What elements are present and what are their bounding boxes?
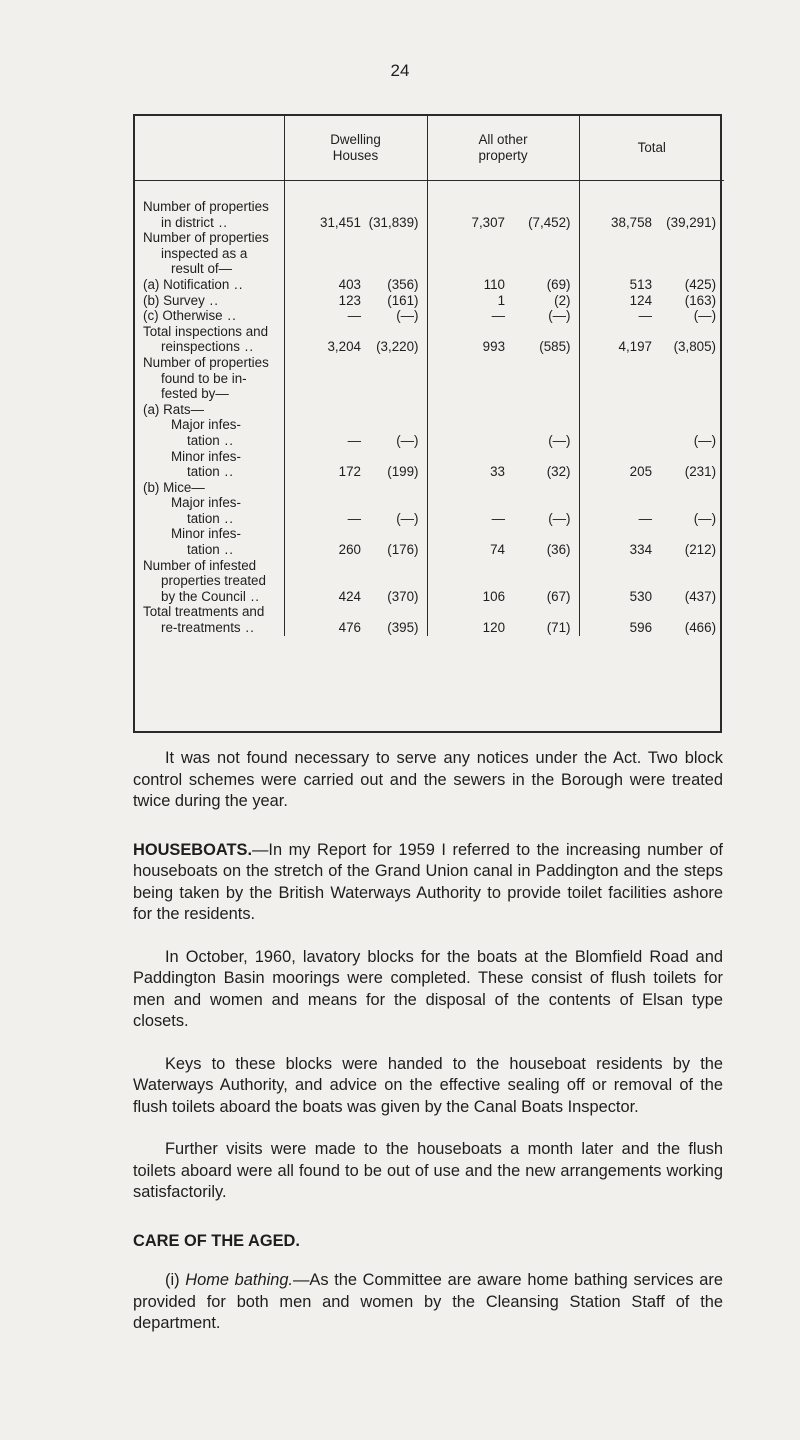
row-label: Minor infes- tation .. (171, 448, 241, 480)
cell-other: 110 (427, 277, 509, 293)
cell-total: 124 (579, 293, 656, 309)
table-row-treated-by-council (135, 558, 724, 605)
cell-dwelling-prev: (370) (387, 588, 419, 604)
cell-dwelling: 424 (284, 558, 365, 605)
cell-other-prev: (7,452) (528, 214, 571, 230)
cell-dwelling-prev: (199) (387, 464, 419, 480)
table-row-total-treatments (135, 604, 724, 635)
header-dwelling-houses: Dwelling Houses (284, 116, 427, 181)
cell-other: 7,307 (427, 199, 509, 230)
cell-total: — (579, 495, 656, 526)
table-row-found-infested (135, 355, 724, 402)
cell-other-prev: (—) (548, 510, 571, 526)
cell-total-prev: (437) (684, 588, 717, 604)
cell-other: — (427, 308, 509, 324)
cell-total: — (579, 308, 656, 324)
table-row-rats (135, 402, 724, 418)
infestation-table (135, 116, 724, 636)
body-text (133, 748, 723, 1335)
cell-total-prev: (231) (684, 464, 717, 480)
cell-dwelling-prev: (161) (387, 292, 419, 308)
paragraph-home-bathing: (i) Home bathing.—As the Committee are aware home bathing services are provided for both men and women by the Cleansing Station Staff of the department. (133, 1271, 723, 1332)
cell-total-prev: (3,805) (673, 339, 717, 355)
paragraph-keys: Keys to these blocks were handed to the houseboat residents by the Waterways Authority, and advice on the effective sealing off or removal of the flush toilets aboard the boats was given by the Canal Boats Inspector. (133, 1054, 723, 1116)
cell-dwelling: — (284, 308, 365, 324)
paragraph-notices: It was not found necessary to serve any notices under the Act. Two block control schemes were carried out and the sewers in the Borough were treated twice during the year. (133, 749, 723, 810)
table-row-survey (135, 293, 724, 309)
cell-other-prev: (32) (546, 464, 571, 480)
cell-total-prev: (466) (684, 620, 717, 636)
cell-dwelling-prev: (356) (387, 276, 419, 292)
rodent-control-table (133, 114, 722, 733)
cell-dwelling-prev: (—) (396, 308, 419, 324)
paragraph-houseboats: HOUSEBOATS.—In my Report for 1959 I referred to the increasing number of houseboats on the stretch of the Grand Union canal in Paddington and the steps being taken by the British Waterways Authority to provide toilet facilities ashore for the residents. (133, 840, 723, 923)
cell-total-prev: (—) (693, 432, 717, 448)
section-heading-houseboats: HOUSEBOATS. (133, 840, 252, 859)
table-row-mice (135, 480, 724, 496)
cell-total: 4,197 (579, 324, 656, 355)
cell-other-prev: (69) (546, 276, 571, 292)
cell-total-prev: (425) (684, 276, 717, 292)
cell-other-prev: (—) (548, 432, 571, 448)
cell-other: 120 (427, 604, 509, 635)
row-label: Number of properties in district .. (143, 199, 269, 230)
cell-dwelling: 3,204 (284, 324, 365, 355)
home-bathing-title: Home bathing. (185, 1271, 293, 1289)
cell-dwelling: 476 (284, 604, 365, 635)
row-label: (b) Mice— (143, 479, 205, 495)
row-label: (b) Survey .. (143, 292, 219, 308)
cell-dwelling-prev: (395) (387, 620, 419, 636)
table-row-rats-major (135, 417, 724, 448)
table-row-properties-inspected (135, 230, 724, 277)
cell-total: 596 (579, 604, 656, 635)
cell-other: 33 (427, 449, 509, 480)
table-row-total-inspections (135, 324, 724, 355)
cell-total-prev: (212) (684, 542, 717, 558)
cell-other: — (427, 495, 509, 526)
cell-other: 1 (427, 293, 509, 309)
header-all-other-property: All other property (427, 116, 579, 181)
cell-dwelling: 260 (284, 526, 365, 557)
row-label: (c) Otherwise .. (143, 308, 237, 324)
cell-total: 38,758 (579, 199, 656, 230)
row-label: Number of properties found to be in- fested by— (143, 354, 269, 402)
section-heading-care-of-aged: CARE OF THE AGED. (133, 1231, 300, 1250)
table-row-notification (135, 277, 724, 293)
cell-other: 993 (427, 324, 509, 355)
cell-dwelling-prev: (176) (387, 542, 419, 558)
cell-total-prev: (39,291) (666, 214, 717, 230)
cell-dwelling-prev: (—) (396, 510, 419, 526)
cell-other-prev: (71) (546, 620, 571, 636)
cell-dwelling: 31,451 (284, 199, 365, 230)
row-label: Number of infested properties treated by the Council .. (143, 557, 266, 604)
cell-total-prev: (163) (684, 292, 717, 308)
cell-other-prev: (36) (546, 542, 571, 558)
cell-other-prev: (67) (546, 588, 571, 604)
cell-other-prev: (2) (554, 292, 571, 308)
cell-other-prev: (—) (548, 308, 571, 324)
cell-dwelling: — (284, 495, 365, 526)
table-row-otherwise (135, 308, 724, 324)
row-label: Total treatments and re-treatments .. (143, 604, 265, 636)
cell-total (579, 417, 656, 448)
cell-other: 106 (427, 558, 509, 605)
row-label: Number of properties inspected as a result of— (143, 230, 269, 277)
row-label: Major infes- tation .. (171, 495, 241, 526)
cell-dwelling: 403 (284, 277, 365, 293)
paragraph-further-visits: Further visits were made to the houseboats a month later and the flush toilets aboard were all found to be out of use and the new arrangements working satisfactorily. (133, 1140, 723, 1201)
header-total: Total (579, 116, 724, 181)
header-blank (135, 116, 284, 181)
row-label: (a) Rats— (143, 401, 205, 417)
cell-total: 205 (579, 449, 656, 480)
table-row-properties-in-district (135, 199, 724, 230)
cell-dwelling: 172 (284, 449, 365, 480)
cell-other: 74 (427, 526, 509, 557)
cell-other-prev: (585) (539, 339, 571, 355)
row-label: Minor infes- tation .. (171, 526, 241, 558)
cell-total-prev: (—) (693, 308, 717, 324)
cell-dwelling: — (284, 417, 365, 448)
row-label: Major infes- tation .. (171, 417, 241, 448)
cell-dwelling: 123 (284, 293, 365, 309)
cell-dwelling-prev: (3,220) (376, 339, 419, 355)
row-label: Total inspections and reinspections .. (143, 323, 269, 355)
cell-total-prev: (—) (693, 510, 717, 526)
row-label: (a) Notification .. (143, 276, 244, 292)
page-number: 24 (390, 61, 410, 80)
cell-other (427, 417, 509, 448)
cell-total: 334 (579, 526, 656, 557)
table-row-mice-minor (135, 526, 724, 557)
paragraph-lavatory-blocks: In October, 1960, lavatory blocks for the boats at the Blomfield Road and Paddington Basin moorings were completed. These consist of flush toilets for men and women and means for the disposal of the contents of Elsan type closets. (133, 947, 723, 1030)
cell-dwelling-prev: (31,839) (368, 214, 419, 230)
table-row-rats-minor (135, 449, 724, 480)
cell-dwelling-prev: (—) (396, 432, 419, 448)
table-row-mice-major (135, 495, 724, 526)
cell-total: 530 (579, 558, 656, 605)
cell-total: 513 (579, 277, 656, 293)
